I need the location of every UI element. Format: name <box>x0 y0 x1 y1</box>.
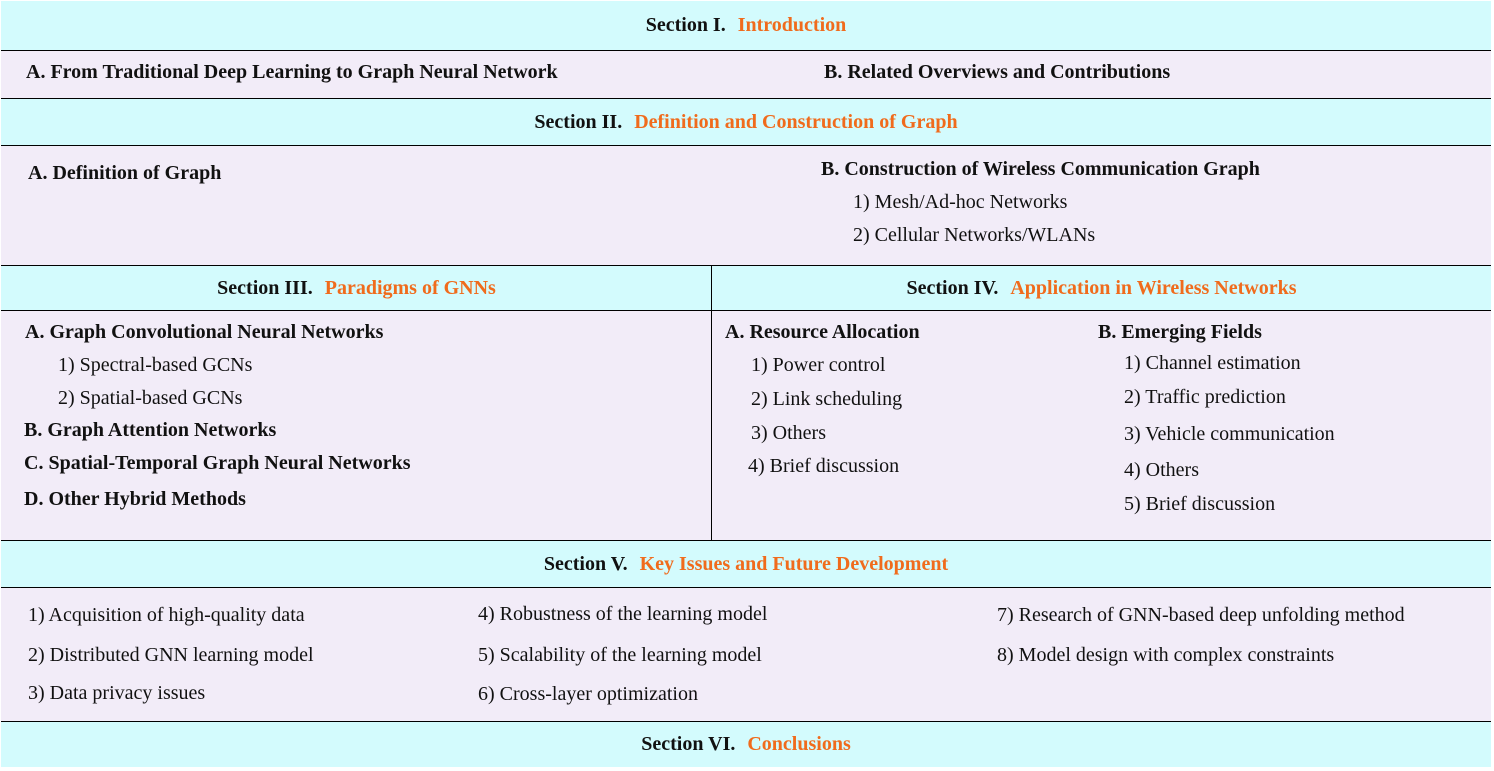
section-6-title: Conclusions <box>747 733 851 755</box>
s5-item-1: 1) Acquisition of high-quality data <box>28 604 305 626</box>
s5-item-6: 6) Cross-layer optimization <box>478 683 698 705</box>
section-5-content <box>1 587 1491 721</box>
section-5-label: Section V. <box>543 552 628 575</box>
s5-item-2: 2) Distributed GNN learning model <box>28 644 314 666</box>
section-2-label: Section II. <box>534 110 623 133</box>
section-2-title: Definition and Construction of Graph <box>634 110 958 133</box>
s4-item-a: A. Resource Allocation <box>725 321 920 343</box>
section-3-title: Paradigms of GNNs <box>324 276 496 299</box>
section-3-content <box>1 310 712 540</box>
s4-item-b: B. Emerging Fields <box>1098 321 1262 343</box>
s5-item-7: 7) Research of GNN-based deep unfolding method <box>997 604 1405 626</box>
s5-item-8: 8) Model design with complex constraints <box>997 644 1335 666</box>
s2-item-b: B. Construction of Wireless Communication Graph <box>821 158 1260 180</box>
s4-item-a2: 2) Link scheduling <box>751 388 903 410</box>
s5-item-4: 4) Robustness of the learning model <box>478 603 768 625</box>
s4-item-b4: 4) Others <box>1124 459 1199 481</box>
s3-item-b: B. Graph Attention Networks <box>24 419 277 441</box>
section-6-label: Section VI. <box>641 733 736 755</box>
section-4-header <box>712 265 1491 310</box>
section-1-label: Section I. <box>645 14 726 36</box>
s4-item-b1: 1) Channel estimation <box>1124 352 1301 374</box>
section-5-title: Key Issues and Future Development <box>639 552 949 575</box>
section-1-content <box>1 50 1491 98</box>
s2-item-b1: 1) Mesh/Ad-hoc Networks <box>853 191 1068 213</box>
s5-item-5: 5) Scalability of the learning model <box>478 644 762 666</box>
section-1-header <box>1 1 1491 50</box>
s3-item-a2: 2) Spatial-based GCNs <box>58 387 243 409</box>
s1-item-b: B. Related Overviews and Contributions <box>824 61 1171 83</box>
section-5-header <box>1 540 1491 587</box>
section-4-label: Section IV. <box>906 276 999 299</box>
s5-item-3: 3) Data privacy issues <box>28 682 206 704</box>
section-3-label: Section III. <box>217 276 313 299</box>
s1-item-a: A. From Traditional Deep Learning to Graph Neural Network <box>26 61 558 83</box>
s4-item-b3: 3) Vehicle communication <box>1124 423 1335 445</box>
section-2-header <box>1 98 1491 145</box>
s4-item-b2: 2) Traffic prediction <box>1124 386 1286 408</box>
s4-item-a4: 4) Brief discussion <box>748 455 900 477</box>
section-1-title: Introduction <box>737 14 847 36</box>
section-3-header <box>1 265 712 310</box>
s4-item-a1: 1) Power control <box>751 354 886 376</box>
section-6-header <box>1 721 1491 767</box>
s4-item-b5: 5) Brief discussion <box>1124 493 1276 515</box>
s2-item-a: A. Definition of Graph <box>28 162 222 184</box>
section-4-title: Application in Wireless Networks <box>1010 276 1297 299</box>
s2-item-b2: 2) Cellular Networks/WLANs <box>853 224 1096 246</box>
section-4-content <box>712 310 1491 540</box>
s4-item-a3: 3) Others <box>751 422 826 444</box>
s3-item-a: A. Graph Convolutional Neural Networks <box>25 321 384 343</box>
section-2-content <box>1 145 1491 266</box>
s3-item-d: D. Other Hybrid Methods <box>24 488 246 510</box>
s3-item-c: C. Spatial-Temporal Graph Neural Networks <box>24 452 411 474</box>
section-3-4-divider <box>711 265 712 540</box>
s3-item-a1: 1) Spectral-based GCNs <box>58 354 253 376</box>
